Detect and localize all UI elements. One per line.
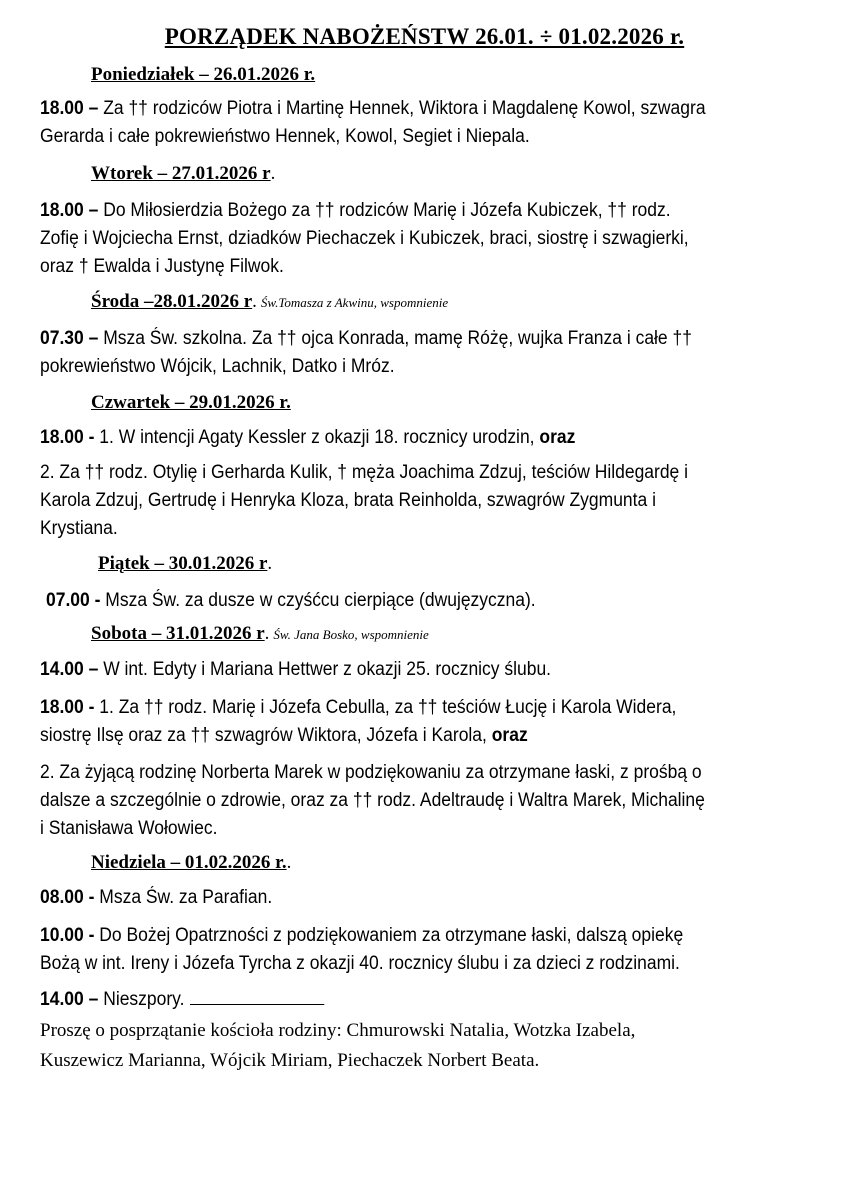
entry-line: 18.00 - 1. W intencji Agaty Kessler z okazji 18. rocznicy urodzin, oraz (40, 427, 576, 448)
mass-time: 08.00 - (40, 887, 95, 908)
entry-line: Zofię i Wojciecha Ernst, dziadków Piechaczek i Kubiczek, braci, siostrę i szwagierki, (40, 228, 689, 249)
signature-blank-line (190, 986, 324, 1005)
entry-line: 2. Za żyjącą rodzinę Norberta Marek w podziękowaniu za otrzymane łaski, z prośbą o (40, 762, 702, 783)
day-heading-saturday: Sobota – 31.01.2026 r. Św. Jana Bosko, wspomnienie (91, 623, 429, 644)
entry-line: 14.00 – W int. Edyty i Mariana Hettwer z okazji 25. rocznicy ślubu. (40, 659, 552, 680)
mass-entry (40, 694, 758, 750)
mass-entry (40, 95, 758, 151)
mass-time: 18.00 – (40, 200, 99, 221)
note-line: Proszę o posprzątanie kościoła rodziny: Chmurowski Natalia, Wotzka Izabela, (40, 1020, 636, 1041)
feast-note: Św.Tomasza z Akwinu, wspomnienie (260, 295, 449, 310)
entry-line: 14.00 – Nieszpory. (40, 986, 758, 1014)
day-heading-thursday (91, 392, 291, 414)
entry-line: oraz † Ewalda i Justynę Filwok. (40, 256, 284, 277)
mass-entry (40, 325, 758, 381)
entry-line: 18.00 - 1. Za †† rodz. Marię i Józefa Cebulla, za †† teściów Łucję i Karola Widera, (40, 697, 677, 718)
entry-line: Krystiana. (40, 518, 118, 539)
mass-time: 07.30 – (40, 328, 99, 349)
mass-entry (40, 759, 758, 843)
mass-entry (40, 656, 758, 684)
mass-entry (40, 459, 758, 543)
entry-line: Gerarda i całe pokrewieństwo Hennek, Kowol, Segiet i Niepala. (40, 126, 530, 147)
entry-line: siostrę Ilsę oraz za †† szwagrów Wiktora, Józefa i Karola, oraz (40, 725, 528, 746)
mass-entry (40, 986, 758, 1014)
day-name: Sobota – 31.01.2026 r (91, 623, 265, 644)
mass-entry (40, 884, 758, 912)
mass-time: 14.00 – (40, 989, 99, 1010)
entry-line: i Stanisława Wołowiec. (40, 818, 218, 839)
entry-line: Bożą w int. Ireny i Józefa Tyrcha z okazji 40. rocznicy ślubu i za dzieci z rodzinami. (40, 953, 680, 974)
feast-note: Św. Jana Bosko, wspomnienie (273, 627, 429, 642)
mass-time: 18.00 - (40, 427, 95, 448)
day-heading-wednesday: Środa –28.01.2026 r. Św.Tomasza z Akwinu, wspomnienie (91, 291, 449, 312)
day-name: Piątek – 30.01.2026 r (98, 553, 268, 574)
mass-time: 07.00 - (46, 590, 101, 611)
day-heading-monday (91, 64, 315, 86)
day-name: Poniedziałek – 26.01.2026 r. (91, 64, 316, 85)
mass-time: 10.00 - (40, 925, 95, 946)
entry-line: 18.00 – Za †† rodziców Piotra i Martinę Hennek, Wiktora i Magdalenę Kowol, szwagra (40, 98, 706, 119)
day-name: Środa –28.01.2026 r (91, 291, 253, 312)
mass-entry (40, 922, 758, 978)
entry-line: 07.00 - Msza Św. za dusze w czyśćcu cierpiące (dwujęzyczna). (46, 590, 536, 611)
mass-entry (46, 587, 764, 615)
day-name: Wtorek – 27.01.2026 r (91, 163, 271, 184)
entry-line: 18.00 – Do Miłosierdzia Bożego za †† rodziców Marię i Józefa Kubiczek, †† rodz. (40, 200, 671, 221)
page-title: PORZĄDEK NABOŻEŃSTW 26.01. ÷ 01.02.2026 r. (164, 24, 685, 49)
day-name: Niedziela – 01.02.2026 r. (91, 852, 287, 873)
entry-line: 07.30 – Msza Św. szkolna. Za †† ojca Konrada, mamę Różę, wujka Franza i całe †† (40, 328, 692, 349)
mass-entry (40, 424, 758, 452)
note-line: Kuszewicz Marianna, Wójcik Miriam, Piechaczek Norbert Beata. (40, 1050, 540, 1071)
cleaning-note (40, 1016, 830, 1076)
mass-time: 14.00 – (40, 659, 99, 680)
entry-line: Karola Zdzuj, Gertrudę i Henryka Kloza, brata Reinholda, szwagrów Zygmunta i (40, 490, 656, 511)
day-heading-friday: Piątek – 30.01.2026 r. (98, 553, 273, 574)
day-name: Czwartek – 29.01.2026 r. (91, 392, 291, 413)
entry-line: pokrewieństwo Wójcik, Lachnik, Datko i Mróz. (40, 356, 395, 377)
mass-time: 18.00 – (40, 98, 99, 119)
mass-time: 18.00 - (40, 697, 95, 718)
day-heading-sunday: Niedziela – 01.02.2026 r.. (91, 852, 292, 873)
entry-line: dalsze a szczególnie o zdrowie, oraz za †† rodz. Adeltraudę i Waltra Marek, Michalinę (40, 790, 705, 811)
day-heading-tuesday: Wtorek – 27.01.2026 r. (91, 163, 276, 184)
mass-entry (40, 197, 758, 281)
entry-line: 10.00 - Do Bożej Opatrzności z podziękowaniem za otrzymane łaski, dalszą opiekę (40, 925, 684, 946)
entry-line: 08.00 - Msza Św. za Parafian. (40, 887, 273, 908)
entry-line: 2. Za †† rodz. Otylię i Gerharda Kulik, † męża Joachima Zdzuj, teściów Hildegardę i (40, 462, 689, 483)
